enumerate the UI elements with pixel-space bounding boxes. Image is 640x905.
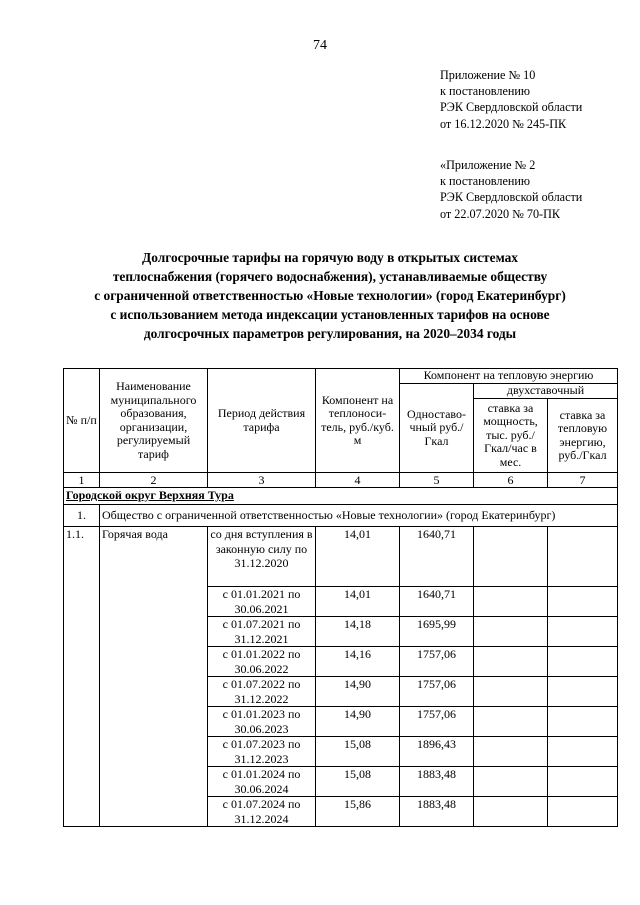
appendix-original xyxy=(440,157,582,222)
period-cell: с 01.07.2021 по 31.12.2021 xyxy=(208,617,316,647)
energy-rate-cell xyxy=(548,587,618,617)
item-name: Горячая вода xyxy=(100,527,208,827)
period-cell: с 01.01.2024 по 30.06.2024 xyxy=(208,767,316,797)
column-number: 4 xyxy=(316,473,400,488)
column-number: 6 xyxy=(474,473,548,488)
title-line: теплоснабжения (горячего водоснабжения), устанавливаемые обществу xyxy=(112,269,548,284)
water-cell: 14,01 xyxy=(316,527,400,587)
single-rate-cell: 1896,43 xyxy=(400,737,474,767)
single-rate-cell: 1640,71 xyxy=(400,527,474,587)
capacity-rate-cell xyxy=(474,707,548,737)
header-two-rate: двухставочный xyxy=(474,384,618,399)
single-rate-cell: 1757,06 xyxy=(400,707,474,737)
table-row xyxy=(64,527,618,587)
energy-rate-cell xyxy=(548,647,618,677)
period-cell: с 01.07.2024 по 31.12.2024 xyxy=(208,797,316,827)
water-cell: 14,90 xyxy=(316,707,400,737)
capacity-rate-cell xyxy=(474,797,548,827)
water-cell: 15,08 xyxy=(316,737,400,767)
water-cell: 15,86 xyxy=(316,797,400,827)
period-cell: с 01.01.2023 по 30.06.2023 xyxy=(208,707,316,737)
period-cell: с 01.01.2021 по 30.06.2021 xyxy=(208,587,316,617)
period-cell: со дня вступления в законную силу по 31.12.2020 xyxy=(208,527,316,587)
header-water-component: Компонент на теплоноси-тель, руб./куб. м xyxy=(316,369,400,473)
energy-rate-cell xyxy=(548,797,618,827)
column-number: 1 xyxy=(64,473,100,488)
energy-rate-cell xyxy=(548,617,618,647)
appendix-original-line: РЭК Свердловской области xyxy=(440,190,583,205)
period-cell: с 01.07.2023 по 31.12.2023 xyxy=(208,737,316,767)
capacity-rate-cell xyxy=(474,527,548,587)
section-title: Городской округ Верхняя Тура xyxy=(64,488,618,505)
capacity-rate-cell xyxy=(474,647,548,677)
capacity-rate-cell xyxy=(474,737,548,767)
energy-rate-cell xyxy=(548,737,618,767)
period-cell: с 01.01.2022 по 30.06.2022 xyxy=(208,647,316,677)
capacity-rate-cell xyxy=(474,767,548,797)
water-cell: 15,08 xyxy=(316,767,400,797)
water-cell: 14,90 xyxy=(316,677,400,707)
header-energy-component: Компонент на тепловую энергию xyxy=(400,369,618,384)
page-number: 74 xyxy=(313,38,327,53)
column-number: 5 xyxy=(400,473,474,488)
appendix-original-line: к постановлению xyxy=(440,174,531,189)
energy-rate-cell xyxy=(548,677,618,707)
org-name: Общество с ограниченной ответственностью «Новые технологии» (город Екатеринбург) xyxy=(100,505,618,527)
single-rate-cell: 1757,06 xyxy=(400,647,474,677)
tariff-table xyxy=(63,368,618,827)
item-number: 1.1. xyxy=(64,527,100,827)
appendix-original-line: «Приложение № 2 xyxy=(440,158,536,172)
header-period: Период действия тарифа xyxy=(208,369,316,473)
header-single-rate: Одноставо-чный руб./Гкал xyxy=(400,384,474,473)
title-line: долгосрочных параметров регулирования, на 2020–2034 годы xyxy=(143,326,517,341)
energy-rate-cell xyxy=(548,767,618,797)
header-energy-rate: ставка за тепловую энергию, руб./Гкал xyxy=(548,399,618,473)
header-name: Наименование муниципального образования, организации, регулируемый тариф xyxy=(100,369,208,473)
appendix-current-line: к постановлению xyxy=(440,84,531,99)
document-title xyxy=(40,248,620,343)
energy-rate-cell xyxy=(548,527,618,587)
single-rate-cell: 1640,71 xyxy=(400,587,474,617)
single-rate-cell: 1883,48 xyxy=(400,797,474,827)
column-number: 2 xyxy=(100,473,208,488)
title-line: с использованием метода индексации установленных тарифов на основе xyxy=(110,307,550,322)
water-cell: 14,16 xyxy=(316,647,400,677)
appendix-current-line: РЭК Свердловской области xyxy=(440,100,583,115)
single-rate-cell: 1695,99 xyxy=(400,617,474,647)
header-capacity-rate: ставка за мощность, тыс. руб./Гкал/час в мес. xyxy=(474,399,548,473)
appendix-current-line: Приложение № 10 xyxy=(440,68,536,82)
appendix-current-line: от 16.12.2020 № 245-ПК xyxy=(440,116,567,131)
water-cell: 14,01 xyxy=(316,587,400,617)
column-number: 3 xyxy=(208,473,316,488)
title-line: с ограниченной ответственностью «Новые технологии» (город Екатеринбург) xyxy=(94,288,566,303)
water-cell: 14,18 xyxy=(316,617,400,647)
title-line: Долгосрочные тарифы на горячую воду в открытых системах xyxy=(141,250,518,265)
header-num: № п/п xyxy=(64,369,100,473)
org-number: 1. xyxy=(64,505,100,527)
column-number: 7 xyxy=(548,473,618,488)
period-cell: с 01.07.2022 по 31.12.2022 xyxy=(208,677,316,707)
single-rate-cell: 1757,06 xyxy=(400,677,474,707)
energy-rate-cell xyxy=(548,707,618,737)
capacity-rate-cell xyxy=(474,587,548,617)
appendix-original-line: от 22.07.2020 № 70-ПК xyxy=(440,206,561,221)
capacity-rate-cell xyxy=(474,617,548,647)
single-rate-cell: 1883,48 xyxy=(400,767,474,797)
capacity-rate-cell xyxy=(474,677,548,707)
appendix-current xyxy=(440,67,582,132)
